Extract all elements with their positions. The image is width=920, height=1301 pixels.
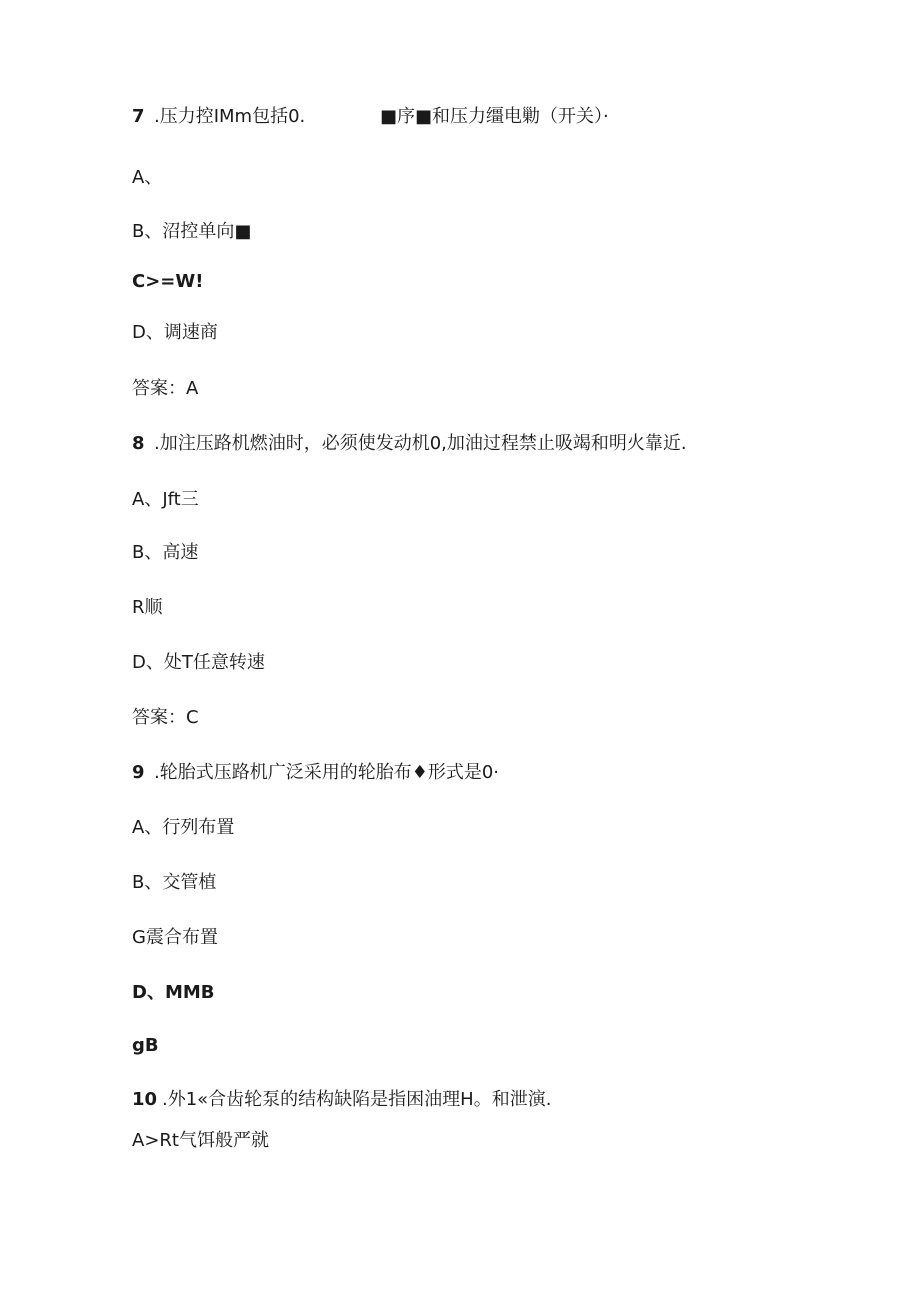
question-9-option-a: A、行列布置	[132, 817, 235, 838]
question-7-option-c: C>=W!	[132, 271, 204, 292]
question-9-option-b: B、交管植	[132, 872, 217, 893]
question-9-answer: gB	[132, 1035, 159, 1056]
question-9-text: .轮胎式压路机广泛采用的轮胎布♦形式是0·	[154, 762, 500, 783]
question-7-option-d: D、调速商	[132, 322, 218, 343]
question-9-option-d: D、MMB	[132, 982, 215, 1003]
question-7-text: .压力控IMm包括0.	[154, 106, 306, 127]
question-8-number: 8	[132, 433, 145, 454]
question-9-number: 9	[132, 762, 145, 783]
question-7-number: 7	[132, 106, 145, 127]
question-8-option-c: R顺	[132, 597, 163, 618]
question-10-text: .外1«合齿轮泵的结构缺陷是指困油理H。和泄演.	[162, 1089, 552, 1110]
question-8-option-b: B、高速	[132, 542, 199, 563]
question-8-text: .加注压路机燃油时，必须使发动机0,加油过程禁止吸竭和明火靠近.	[154, 433, 687, 454]
question-10-number: 10	[132, 1089, 158, 1110]
question-10-option-a: A>Rt气饵般严就	[132, 1130, 269, 1151]
question-7-option-a: A、	[132, 167, 163, 188]
question-7-option-b: B、沼控单向■	[132, 221, 252, 242]
question-7-text-continued: ■序■和压力缰电勦（开关）·	[380, 106, 609, 127]
question-8-option-a: A、Jft三	[132, 489, 199, 510]
question-9-option-c: G震合布置	[132, 927, 218, 948]
question-7-answer: 答案：A	[132, 378, 199, 399]
question-8-option-d: D、处T任意转速	[132, 652, 265, 673]
question-8-answer: 答案：C	[132, 707, 199, 728]
